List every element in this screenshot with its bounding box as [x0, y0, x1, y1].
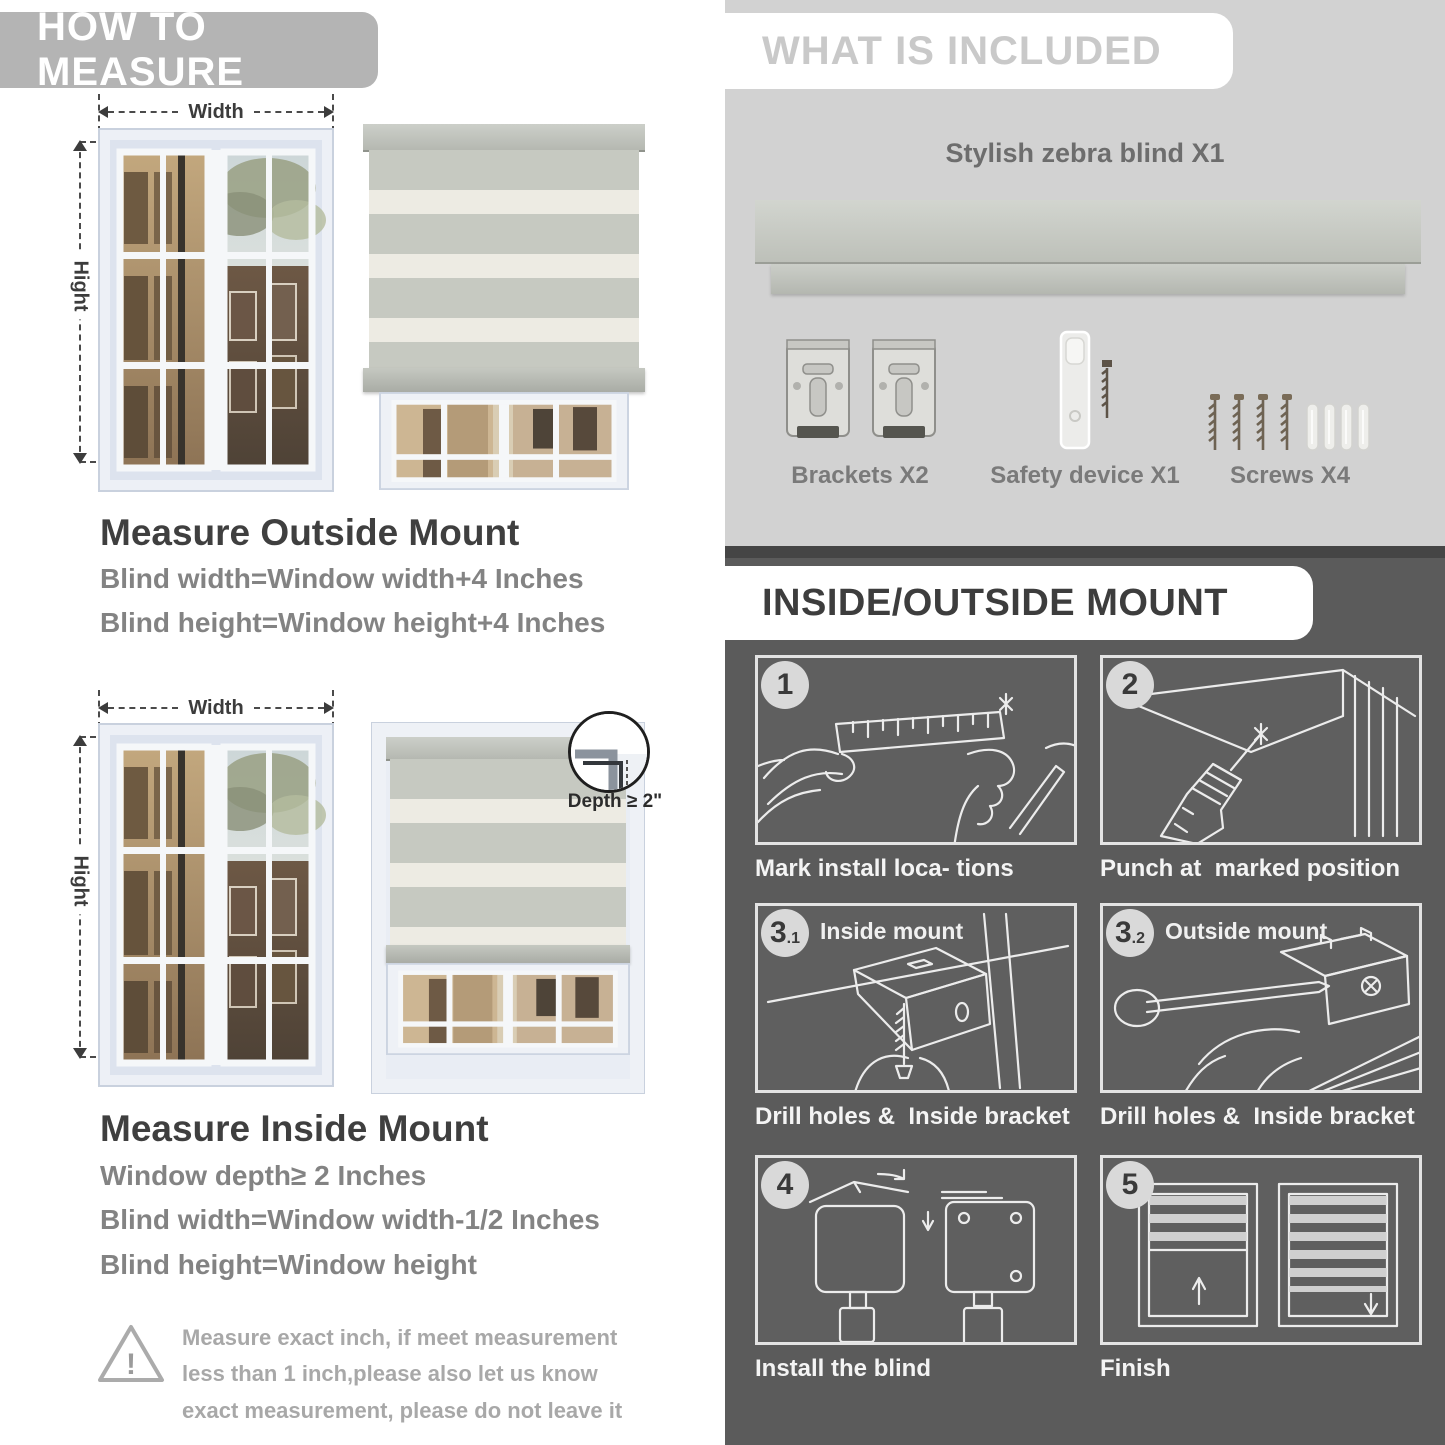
tick-icon	[332, 94, 334, 132]
step-number-badge: 3 .2	[1106, 909, 1154, 957]
outside-rule-width: Blind width=Window width+4 Inches	[100, 563, 584, 594]
warning-note	[96, 1322, 656, 1423]
step-1	[755, 655, 1077, 883]
screws-label: Screws X4	[1229, 462, 1351, 489]
brackets-icon	[783, 338, 943, 446]
depth-label: Depth ≥ 2"	[567, 791, 663, 812]
step-caption: Finish	[1100, 1355, 1171, 1382]
arrow-up-icon	[73, 735, 87, 746]
height-label: Hight	[67, 252, 94, 319]
width-arrow	[98, 100, 334, 123]
inside-rule-width: Blind width=Window width-1/2 Inches	[100, 1204, 600, 1235]
how-to-measure-header	[0, 5, 378, 94]
arrow-down-icon	[73, 1048, 87, 1059]
window-below-blind	[379, 392, 629, 490]
inside-rule-height: Blind height=Window height	[100, 1249, 477, 1280]
step-caption: Mark install loca- tions	[755, 855, 1014, 882]
warning-exclamation: !	[126, 1348, 136, 1381]
arrow-up-icon	[73, 140, 87, 151]
height-label: Hight	[67, 847, 94, 914]
step-frame	[755, 1155, 1077, 1345]
step-frame	[1100, 655, 1422, 845]
included-header	[725, 13, 1233, 89]
warning-text: Measure exact inch, if meet measurement less than 1 inch,please also let us know exact measurement, please do not leave it	[182, 1325, 623, 1423]
step-number-badge: 1	[761, 661, 809, 709]
step-title: Outside mount	[1165, 918, 1328, 944]
step-3-1	[755, 903, 1077, 1131]
inside-mount-heading: Measure Inside Mount	[100, 1108, 489, 1149]
blind-fabric	[369, 150, 639, 368]
step-number-badge: 2	[1106, 661, 1154, 709]
safety-device-label: Safety device X1	[990, 462, 1180, 489]
step-caption: Punch at marked position	[1100, 855, 1401, 882]
step-number-badge: 5	[1106, 1161, 1154, 1209]
step-2	[1100, 655, 1422, 883]
width-label: Width	[188, 696, 244, 719]
step-number-badge: 4	[761, 1161, 809, 1209]
step-frame	[755, 655, 1077, 845]
window-photo-outside	[98, 128, 334, 492]
step-title: Inside mount	[820, 918, 964, 944]
height-arrow	[69, 737, 92, 1057]
zebra-blind-outside	[363, 124, 645, 490]
outside-mount-heading: Measure Outside Mount	[100, 512, 520, 553]
included-section	[725, 0, 1445, 546]
safety-device-icon	[1055, 330, 1125, 452]
step-4	[755, 1155, 1077, 1383]
blind-bottom-rail	[363, 368, 645, 392]
step-3-2	[1100, 903, 1422, 1131]
magnifier-icon	[568, 711, 650, 793]
step-frame	[1100, 1155, 1422, 1345]
mount-header	[725, 566, 1313, 640]
width-label: Width	[188, 100, 244, 123]
product-label: Stylish zebra blind X1	[945, 138, 1225, 168]
brackets-label: Brackets X2	[791, 462, 929, 489]
tick-icon	[98, 94, 100, 132]
step-5	[1100, 1155, 1422, 1383]
window-photo-inside	[98, 723, 334, 1087]
how-to-measure-title: HOW TO MEASURE	[37, 5, 245, 94]
height-arrow	[69, 142, 92, 462]
included-title: WHAT IS INCLUDED	[762, 28, 1162, 73]
mount-section	[725, 546, 1445, 1445]
screws-anchors-icon	[1205, 392, 1375, 458]
step-caption: Drill holes & Inside bracket	[755, 1103, 1070, 1130]
step-caption: Install the blind	[755, 1355, 932, 1382]
blind-cassette	[363, 124, 645, 152]
step-frame	[1100, 903, 1422, 1093]
window-below-blind	[386, 963, 630, 1055]
inside-rule-depth: Window depth≥ 2 Inches	[100, 1160, 427, 1191]
mount-title: INSIDE/OUTSIDE MOUNT	[762, 581, 1229, 624]
step-number-badge: 3 .1	[761, 909, 809, 957]
blind-bottom-rail	[386, 945, 630, 963]
headrail-bottom	[771, 264, 1405, 294]
step-caption: Drill holes & Inside bracket	[1100, 1103, 1415, 1130]
arrow-down-icon	[73, 453, 87, 464]
headrail-top	[755, 200, 1421, 264]
step-frame	[755, 903, 1077, 1093]
outside-rule-height: Blind height=Window height+4 Inches	[100, 607, 606, 638]
width-arrow	[98, 696, 334, 719]
